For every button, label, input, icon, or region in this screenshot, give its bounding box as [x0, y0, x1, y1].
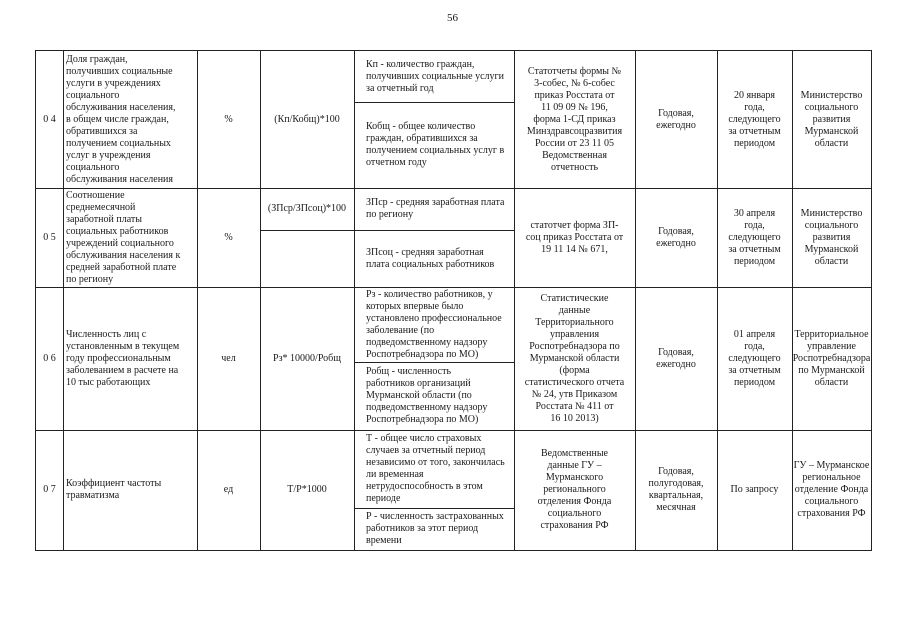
- indicator-name: Соотношение среднемесячной заработной платы социальных работников учреждений социального обслуживания населения к средней заработной плате по региону: [66, 189, 181, 285]
- variable-description: ЗПсоц - средняя заработная плата социальных работников: [366, 246, 495, 270]
- formula: (ЗПср/ЗПсоц)*100: [267, 203, 347, 214]
- variable-description: Р - численность застрахованных работников за этот период времени: [366, 511, 504, 546]
- data-source: Статистические данные Территориального управления Роспотребнадзора по Мурманской области (форма статистического отчета № 24, утв Приказом Росстата № 411 от 16 10 2013): [524, 292, 625, 424]
- page-number: 56: [447, 12, 458, 24]
- periodicity: Годовая, ежегодно: [656, 225, 696, 249]
- unit: %: [224, 231, 233, 243]
- data-source: Статотчеты формы № 3-собес, № 6-собес приказ Росстата от 11 09 09 № 196, форма 1-СД приказ Минздравсоцразвития России от 23 11 05 Ведомственная отчетность: [526, 65, 623, 173]
- deadline: По запросу: [730, 484, 779, 495]
- variable-description: Кп - количество граждан, получивших социальные услуги за отчетный год: [366, 58, 504, 94]
- unit: ед: [223, 484, 234, 495]
- variable-description: Робщ - численность работников организаций Мурманской области (по подведомственному надзору Роспотребнадзора по МО): [366, 366, 488, 425]
- formula: Т/Р*1000: [287, 484, 327, 495]
- responsible: Министерство социального развития Мурманской области: [800, 89, 863, 149]
- data-source: статотчет форма ЗП- соц приказ Росстата от 19 11 14 № 671,: [525, 219, 624, 255]
- unit: %: [224, 113, 233, 125]
- indicator-name: Доля граждан, получивших социальные услуги в учреждениях социального обслуживания населения, в общем числе граждан, обратившихся за получением социальных услуг в учреждения социального обслуживания населения: [66, 53, 176, 185]
- variable-description: Кобщ - общее количество граждан, обратившихся за получением социальных услуг в отчетном году: [366, 121, 505, 168]
- responsible: Территориальное управление Роспотребнадзора по Мурманской области: [792, 328, 871, 388]
- periodicity: Годовая, ежегодно: [656, 107, 696, 131]
- row-code: 0 7: [43, 484, 56, 495]
- row-code: 0 5: [43, 231, 56, 243]
- deadline: 30 апреля года, следующего за отчетным периодом: [728, 207, 781, 267]
- responsible: Министерство социального развития Мурманской области: [800, 207, 863, 267]
- indicator-name: Численность лиц с установленным в текущем году профессиональным заболеванием в расчете на 10 тыс работающих: [66, 328, 180, 388]
- deadline: 20 января года, следующего за отчетным периодом: [728, 89, 781, 149]
- periodicity: Годовая, ежегодно: [656, 346, 696, 370]
- periodicity: Годовая, полугодовая, квартальная, месячная: [648, 466, 704, 513]
- unit: чел: [221, 352, 236, 364]
- deadline: 01 апреля года, следующего за отчетным периодом: [728, 328, 781, 388]
- row-code: 0 4: [43, 113, 56, 125]
- formula: (Кп/Кобщ)*100: [274, 113, 340, 125]
- indicator-name: Коэффициент частоты травматизма: [66, 478, 162, 501]
- variable-description: Т - общее число страховых случаев за отчетный период независимо от того, закончилась ли временная нетрудоспособность в этом периоде: [366, 433, 505, 504]
- row-code: 0 6: [43, 352, 56, 364]
- formula: Рз* 10000/Робщ: [273, 352, 341, 364]
- indicators-table: [35, 50, 872, 551]
- variable-description: ЗПср - средняя заработная плата по региону: [366, 197, 505, 220]
- data-source: Ведомственные данные ГУ – Мурманского регионального отделения Фонда социального страхования РФ: [537, 448, 612, 531]
- variable-description: Рз - количество работников, у которых впервые было установлено профессиональное заболевание (по подведомственному надзору Роспотребнадзора по МО): [366, 288, 502, 360]
- responsible: ГУ – Мурманское региональное отделение Фонда социального страхования РФ: [793, 460, 870, 519]
